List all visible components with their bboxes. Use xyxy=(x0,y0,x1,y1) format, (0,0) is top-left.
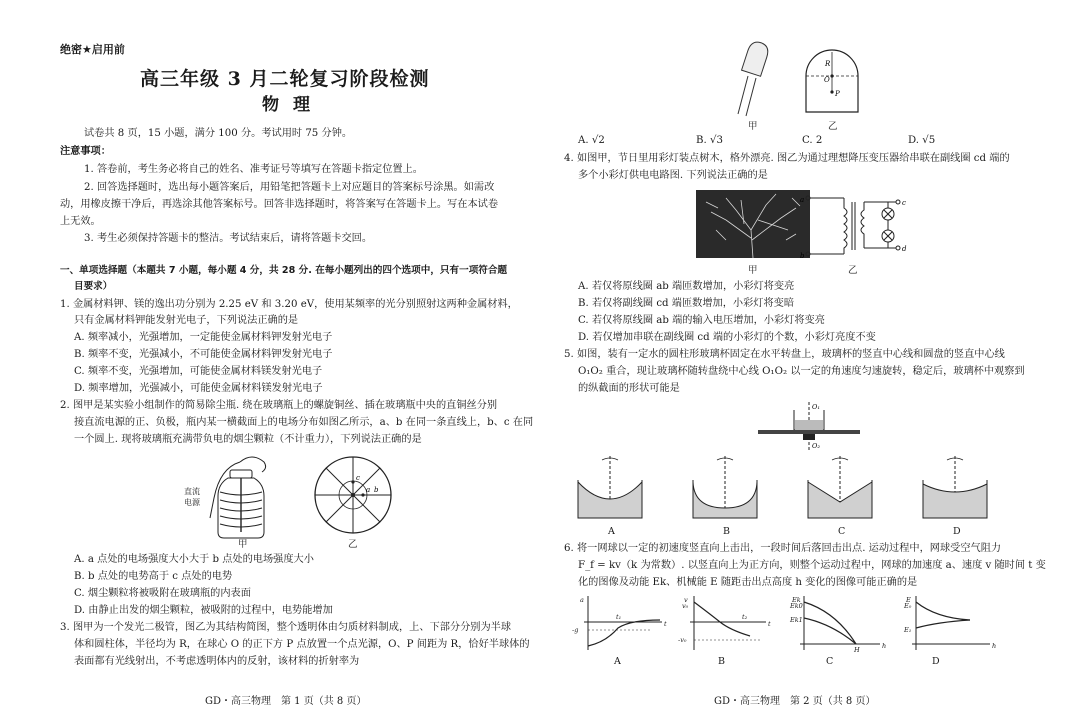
axis-h: h xyxy=(882,642,887,650)
q5-option-d: D xyxy=(953,526,961,537)
q4-fig-label-jia: 甲 xyxy=(748,265,758,276)
q3-stem: 3. 图甲为一个发光二极管，图乙为其结构简图，整个透明体由匀质材料制成，上、下部分分别为半球 xyxy=(60,622,512,633)
terminal-b: b xyxy=(800,252,805,260)
q4-stem: 多个小彩灯供电电路图. 下列说法正确的是 xyxy=(578,170,768,181)
q2-fig-label-yi: 乙 xyxy=(348,539,358,550)
power-label-line2: 电源 xyxy=(184,498,200,507)
notice-line: 动，用橡皮擦干净后，再选涂其他答案标号。回答非选择题时，将答案写在答题卡上。写在本试卷 xyxy=(60,199,499,210)
q1-option-d: D. 频率增加，光强减小，可能使金属材料镁发射光电子 xyxy=(74,383,323,394)
q5-options-figures xyxy=(570,452,1030,524)
mark-t1: t₁ xyxy=(616,613,622,621)
power-label-line1: 直流 xyxy=(184,487,200,496)
q2-option-d: D. 由静止出发的烟尘颗粒，被吸附的过程中，电势能增加 xyxy=(74,605,333,616)
q6-option-c: C xyxy=(826,656,834,667)
q6-stem: 6. 将一网球以一定的初速度竖直向上击出，一段时间后落回击出点. 运动过程中，网球受空气阻力 xyxy=(564,543,1002,554)
confidential-mark: 绝密★启用前 xyxy=(60,43,125,56)
axis-t: t xyxy=(768,620,771,628)
point-c: c xyxy=(356,474,360,482)
q3-stem: 体和圆柱体，半径均为 R，在球心 O 的正下方 P 点放置一个点光源，O、P 间距为 R，恰好半球体的 xyxy=(74,639,530,650)
q2-figure-jar xyxy=(180,448,290,548)
point-b: b xyxy=(374,486,379,494)
q5-option-c: C xyxy=(838,526,846,537)
q2-option-b: B. b 点处的电势高于 c 点处的电势 xyxy=(74,571,233,582)
terminal-a: a xyxy=(800,196,805,204)
q5-stem: O₁O₂ 重合，现让玻璃杯随转盘绕中心线 O₁O₂ 以一定的角速度匀速旋转，稳定后，玻璃杯中观察到 xyxy=(578,366,1025,377)
q2-stem: 一个圆上. 现将玻璃瓶充满带负电的烟尘颗粒（不计重力），下列说法正确的是 xyxy=(74,434,422,445)
q1-option-c: C. 频率不变，光强增加，可能使金属材料镁发射光电子 xyxy=(74,366,323,377)
q2-figure-field xyxy=(308,452,398,538)
q3-option-c: C. 2 xyxy=(802,135,823,146)
notice-line: 3. 考生必须保持答题卡的整洁。考试结束后，请将答题卡交回。 xyxy=(84,233,373,244)
page-footer: GD・高三物理 第 1 页（共 8 页） xyxy=(205,696,367,707)
notice-line: 上无效。 xyxy=(60,216,101,227)
mark-H: H xyxy=(854,646,860,654)
mark-v0: v₀ xyxy=(682,602,689,610)
q1-option-b: B. 频率不变，光强减小，不可能使金属材料钾发射光电子 xyxy=(74,349,333,360)
exam-intro: 试卷共 8 页，15 小题，满分 100 分。考试用时 75 分钟。 xyxy=(84,128,353,139)
q5-option-a: A xyxy=(608,526,615,537)
section-heading: 一、单项选择题（本题共 7 小题，每小题 4 分，共 28 分. 在每小题列出的四个选项中，只有一项符合题 xyxy=(60,265,508,276)
notice-line: 2. 回答选择题时，选出每小题答案后，用铅笔把答题卡上对应题目的答案标号涂黑。如需改 xyxy=(84,182,495,193)
q4-fig-label-yi: 乙 xyxy=(848,265,858,276)
q4-option-c: C. 若仅将原线圈 ab 端的输入电压增加，小彩灯将变亮 xyxy=(578,315,825,326)
label-R: R xyxy=(825,60,831,68)
q6-stem: 化的图像及动能 Ek、机械能 E 随距击出点高度 h 变化的图像可能正确的是 xyxy=(578,577,918,588)
q2-stem: 2. 图甲是某实验小组制作的简易除尘瓶. 绕在玻璃瓶上的螺旋铜丝、插在玻璃瓶中央的直铜丝分别 xyxy=(60,400,498,411)
axis-E: E xyxy=(906,596,911,604)
q2-option-a: A. a 点处的电场强度大小大于 b 点处的电场强度大小 xyxy=(74,554,314,565)
exam-title: 高三年级 3 月二轮复习阶段检测 xyxy=(140,68,430,90)
mark-Ek1: Ek1 xyxy=(790,616,803,624)
mark-neg-g: -g xyxy=(572,626,579,634)
q6-graphs xyxy=(570,594,1010,654)
terminal-d: d xyxy=(902,245,907,253)
mark-neg-v0: -v₀ xyxy=(678,636,687,644)
point-a: a xyxy=(366,486,371,494)
q6-option-d: D xyxy=(932,656,940,667)
axis-a: a xyxy=(580,596,584,604)
q4-option-b: B. 若仅将副线圈 cd 端匝数增加，小彩灯将变暗 xyxy=(578,298,795,309)
q2-option-c: C. 烟尘颗粒将被吸附在玻璃瓶的内表面 xyxy=(74,588,251,599)
q3-option-b: B. √3 xyxy=(696,135,723,146)
mark-t2: t₂ xyxy=(742,613,748,621)
page-footer: GD・高三物理 第 2 页（共 8 页） xyxy=(714,696,876,707)
q1-stem: 只有金属材料钾能发射光电子，下列说法正确的是 xyxy=(74,315,299,326)
q5-option-b: B xyxy=(723,526,730,537)
axis-v: v xyxy=(684,596,688,604)
q4-tree-photo xyxy=(696,190,810,258)
q5-turntable-figure xyxy=(754,400,864,452)
q3-fig-label-jia: 甲 xyxy=(748,121,758,132)
mark-E1: E₁ xyxy=(904,626,912,634)
axis-h: h xyxy=(992,642,997,650)
q3-fig-label-yi: 乙 xyxy=(828,121,838,132)
q6-option-b: B xyxy=(718,656,725,667)
q5-stem: 的纵截面的形状可能是 xyxy=(578,383,680,394)
q6-stem: F_f = kv（k 为常数）. 以竖直向上为正方向，则整个运动过程中，网球的加速度 a、速度 v 随时间 t 变 xyxy=(578,560,1046,571)
q3-stem: 表面都有光线射出，不考虑透明体内的反射，该材料的折射率为 xyxy=(74,656,360,667)
axis-O2: O₂ xyxy=(812,442,820,450)
axis-t: t xyxy=(664,620,667,628)
right-page xyxy=(548,0,1080,716)
q3-figure-structure xyxy=(800,46,864,116)
label-O: O xyxy=(824,76,830,84)
subject-title: 物理 xyxy=(262,95,324,115)
label-P: P xyxy=(835,90,840,98)
mark-Ek0: Ek0 xyxy=(790,602,803,610)
axis-Ek: Ek xyxy=(792,596,801,604)
mark-E0: E₀ xyxy=(904,602,912,610)
notice-title: 注意事项： xyxy=(60,146,111,157)
q3-figure-led xyxy=(726,36,786,122)
q5-stem: 5. 如图，装有一定水的圆柱形玻璃杯固定在水平转盘上，玻璃杯的竖直中心线和圆盘的竖直中心线 xyxy=(564,349,1005,360)
q3-option-a: A. √2 xyxy=(578,135,605,146)
q1-option-a: A. 频率减小，光强增加，一定能使金属材料钾发射光电子 xyxy=(74,332,333,343)
q4-option-d: D. 若仅增加串联在副线圈 cd 端的小彩灯的个数，小彩灯亮度不变 xyxy=(578,332,876,343)
axis-O1: O₁ xyxy=(812,403,820,411)
q6-option-a: A xyxy=(614,656,621,667)
q1-stem: 1. 金属材料钾、镁的逸出功分别为 2.25 eV 和 3.20 eV，使用某频率的光分别照射这两种金属材料， xyxy=(60,299,518,310)
q4-circuit xyxy=(800,190,910,262)
q2-stem: 接直流电源的正、负极，瓶内某一横截面上的电场分布如图乙所示，a、b 在同一条直线上，b、c 在同 xyxy=(74,417,534,428)
q4-option-a: A. 若仅将原线圈 ab 端匝数增加，小彩灯将变亮 xyxy=(578,281,795,292)
notice-line: 1. 答卷前，考生务必将自己的姓名、准考证号等填写在答题卡指定位置上。 xyxy=(84,164,423,175)
terminal-c: c xyxy=(902,199,906,207)
q4-stem: 4. 如图甲，节日里用彩灯装点树木，格外漂亮. 图乙为通过理想降压变压器给串联在副线圈 cd 端的 xyxy=(564,153,1010,164)
section-heading-cont: 目要求） xyxy=(74,281,113,292)
q2-fig-label-jia: 甲 xyxy=(238,539,248,550)
q3-option-d: D. √5 xyxy=(908,135,936,146)
